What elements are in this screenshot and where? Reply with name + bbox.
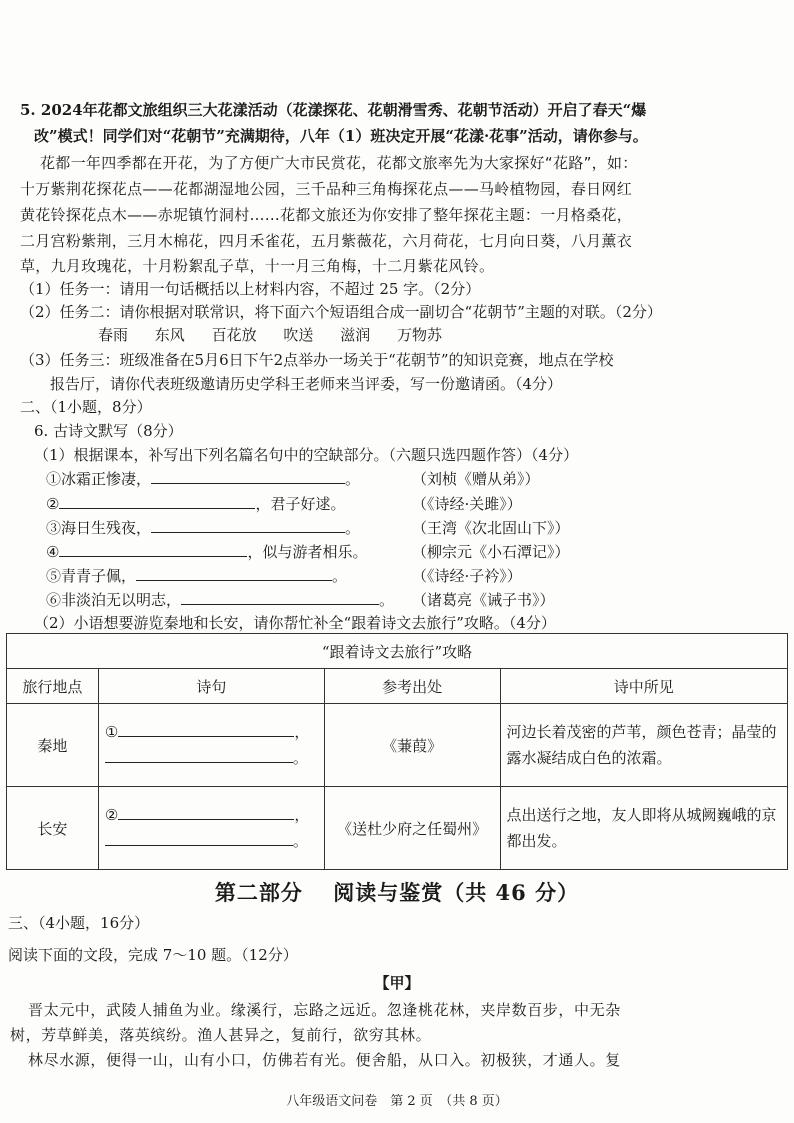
passage-line: 林尽水源，便得一山，山有小口，仿佛若有光。便舍船，从口入。初极狭，才通人。复 — [28, 1051, 621, 1069]
travel-guide-table — [6, 633, 788, 870]
answer-blank[interactable] — [59, 494, 255, 509]
fill-source: （王湾《次北固山下》） — [412, 519, 570, 537]
table-header: 诗中所见 — [500, 669, 788, 704]
answer-blank[interactable] — [118, 805, 294, 820]
reference-source: 《送杜少府之任蜀州》 — [324, 787, 500, 870]
table-row — [7, 704, 788, 787]
fill-item: ② ，君子好逑。 — [46, 495, 346, 513]
q6-sub1: （1）根据课本，补写出下列名篇名句中的空缺部分。（六题只选四题作答）（4分） — [34, 446, 579, 464]
poem-scene: 河边长着茂密的芦苇，颜色苍青；晶莹的露水凝结成白色的浓霜。 — [500, 704, 788, 787]
answer-blank[interactable] — [118, 722, 294, 737]
section-heading: 三、（4小题，16分） — [8, 914, 150, 932]
answer-blank[interactable] — [181, 590, 379, 605]
answer-blank[interactable] — [105, 748, 293, 763]
fill-source: （诸葛亮《诫子书》） — [412, 591, 555, 609]
travel-place: 秦地 — [7, 704, 99, 787]
fill-item: ⑤青青子佩， 。 — [46, 567, 348, 585]
table-header: 旅行地点 — [7, 669, 99, 704]
fill-source: （刘桢《赠从弟》） — [412, 470, 540, 488]
fill-source: （柳宗元《小石潭记》） — [412, 543, 570, 561]
task1: （1）任务一：请用一句话概括以上材料内容，不超过 25 字。（2分） — [20, 280, 481, 298]
table-header: 诗句 — [98, 669, 324, 704]
q5-line1: 5. 2024年花都文旅组织三大花漾活动（花漾探花、花朝滑雪秀、花朝节活动）开启了春天“爆 — [20, 101, 647, 119]
part-title: 第二部分 阅读与鉴赏（共 46 分） — [214, 880, 580, 905]
material-line: 二月宫粉紫荆，三月木棉花，四月禾雀花，五月紫薇花，六月荷花，七月向日葵，八月薰衣 — [20, 232, 633, 250]
answer-blank[interactable] — [136, 566, 332, 581]
q6-sub2: （2）小语想要游览秦地和长安，请你帮忙补全“跟着诗文去旅行”攻略。（4分） — [34, 614, 556, 632]
page-footer: 八年级语文问卷 第 2 页 （共 8 页） — [286, 1094, 508, 1109]
poem-cell: ① ， 。 — [98, 704, 324, 787]
phrase: 东风 — [154, 326, 185, 344]
material-line: 十万紫荆花探花点——花都湖湿地公园，三千品种三角梅探花点——马岭植物园，春日网红 — [20, 180, 633, 198]
poem-scene: 点出送行之地，友人即将从城阙巍峨的京都出发。 — [500, 787, 788, 870]
fill-item: ①冰霜正惨凄， 。 — [46, 470, 361, 488]
q5-line2: 改”模式！同学们对“花朝节”充满期待，八年（1）班决定开展“花漾·花事”活动，请你参与。 — [34, 127, 648, 145]
travel-place: 长安 — [7, 787, 99, 870]
phrase-list — [98, 325, 442, 345]
answer-blank[interactable] — [59, 542, 247, 557]
material-line: 花都一年四季都在开花，为了方便广大市民赏花，花都文旅率先为大家探好“花路”，如： — [40, 154, 638, 172]
answer-blank[interactable] — [151, 469, 345, 484]
reference-source: 《蒹葭》 — [324, 704, 500, 787]
task2: （2）任务二：请你根据对联常识，将下面六个短语组合成一副切合“花朝节”主题的对联。（2分） — [20, 303, 662, 321]
fill-item: ④ ，似与游者相乐。 — [46, 543, 368, 561]
material-line: 草，九月玫瑰花，十月粉絮乱子草，十一月三角梅，十二月紫花风铃。 — [20, 257, 495, 275]
fill-item: ⑥非淡泊无以明志， 。 — [46, 591, 395, 609]
section-heading: 二、（1小题，8分） — [20, 398, 152, 416]
answer-blank[interactable] — [151, 518, 345, 533]
fill-source: （《诗经·关雎》） — [412, 495, 522, 513]
table-title: “跟着诗文去旅行”攻略 — [7, 634, 788, 669]
passage-label: 【甲】 — [374, 974, 420, 992]
fill-item: ③海日生残夜， 。 — [46, 519, 361, 537]
poem-cell: ② ， 。 — [98, 787, 324, 870]
answer-blank[interactable] — [105, 831, 293, 846]
phrase: 滋润 — [340, 326, 371, 344]
phrase: 春雨 — [98, 326, 129, 344]
passage-line: 树，芳草鲜美，落英缤纷。渔人甚异之，复前行，欲穷其林。 — [10, 1026, 432, 1044]
reading-instruction: 阅读下面的文段，完成 7～10 题。（12分） — [8, 946, 298, 964]
task3-line2: 报告厅，请你代表班级邀请历史学科王老师来当评委，写一份邀请函。（4分） — [50, 375, 563, 393]
passage-line: 晋太元中，武陵人捕鱼为业。缘溪行，忘路之远近。忽逢桃花林，夹岸数百步，中无杂 — [28, 1001, 621, 1019]
phrase: 吹送 — [283, 326, 314, 344]
task3-line1: （3）任务三：班级准备在5月6日下午2点举办一场关于“花朝节”的知识竞赛，地点在学校 — [20, 351, 614, 369]
phrase: 百花放 — [211, 326, 257, 344]
q6-title: 6. 古诗文默写（8分） — [34, 422, 183, 440]
phrase: 万物苏 — [396, 326, 442, 344]
table-header: 参考出处 — [324, 669, 500, 704]
material-line: 黄花铃探花点木——赤坭镇竹洞村……花都文旅还为你安排了整年探花主题：一月格桑花， — [20, 206, 633, 224]
fill-source: （《诗经·子衿》） — [412, 567, 522, 585]
table-row — [7, 787, 788, 870]
